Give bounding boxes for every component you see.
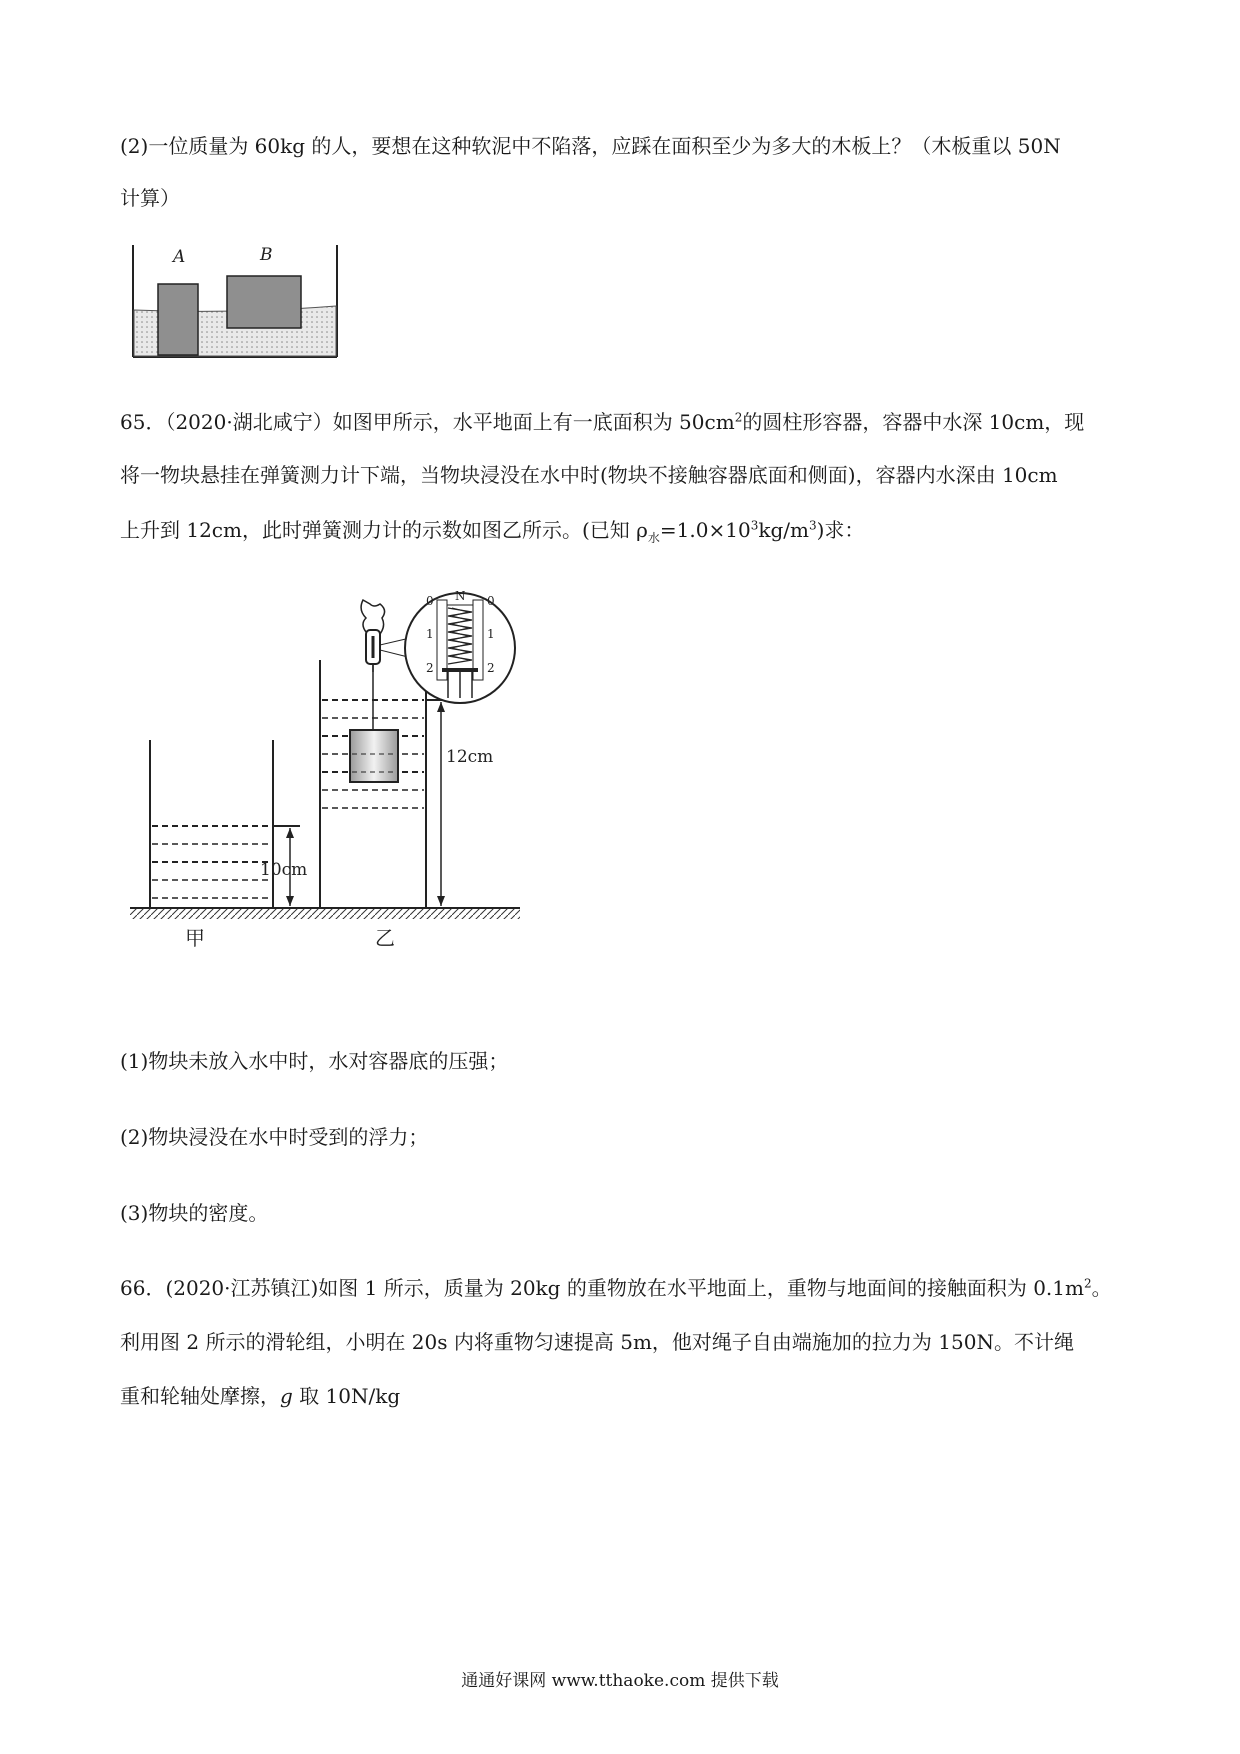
spring-balance-figure (130, 589, 530, 970)
q65-sub1: (1)物块未放入水中时，水对容器底的压强； (120, 1049, 509, 1073)
q64-part2-line1: (2)一位质量为 60kg 的人，要想在这种软泥中不陷落，应踩在面积至少为多大的木板上？（木板重以 50N (120, 134, 1061, 158)
q65-line2: 将一物块悬挂在弹簧测力计下端，当物块浸没在水中时(物块不接触容器底面和侧面)，容器内水深由 10cm (120, 463, 1058, 487)
label-a: A (173, 247, 186, 267)
depth-dimension-right (426, 700, 458, 906)
q65-sub3: (3)物块的密度。 (120, 1201, 269, 1225)
scale-tick-0-left: 0 (426, 594, 434, 608)
scale-tick-1-right: 1 (487, 627, 495, 641)
label-yi: 乙 (375, 926, 395, 950)
label-jia: 甲 (185, 926, 205, 950)
q65-line3: 上升到 12cm，此时弹簧测力计的示数如图乙所示。(已知 $\rho_水=1.0\times 10^3kg/m^3$)求： (120, 518, 865, 545)
hand-icon (361, 600, 384, 634)
scale-tick-2-left: 2 (426, 661, 434, 675)
block-b (227, 276, 301, 328)
q65-line1: 65．（2020·湖北咸宁）如图甲所示，水平地面上有一底面积为 $50cm^2$的圆柱形容器，容器中水深 10cm，现 (120, 410, 1085, 434)
depth-label-12cm: 12cm (446, 747, 494, 767)
block-a (158, 284, 198, 355)
q64-part2-line2: 计算） (120, 186, 180, 210)
container-jia (150, 740, 273, 908)
q65-sub2: (2)物块浸没在水中时受到的浮力； (120, 1125, 429, 1149)
label-b: B (260, 245, 273, 265)
scale-tick-1-left: 1 (426, 627, 434, 641)
mud-figure (125, 240, 345, 365)
q66-line1: 66．(2020·江苏镇江)如图 1 所示，质量为 20kg 的重物放在水平地面上，重物与地面间的接触面积为 $0.1m^2$。 (120, 1276, 1112, 1300)
q66-line3: 重和轮轴处摩擦，g 取 10N/kg (120, 1384, 401, 1408)
page-footer: 通通好课网 www.tthaoke.com 提供下载 (461, 1671, 779, 1691)
q66-line2: 利用图 2 所示的滑轮组，小明在 20s 内将重物匀速提高 5m，他对绳子自由端施加的拉力为 150N。不计绳 (120, 1330, 1074, 1354)
scale-tick-2-right: 2 (487, 661, 495, 675)
ground (130, 908, 520, 919)
submerged-block (350, 730, 398, 782)
depth-label-10cm: 10cm (260, 860, 308, 880)
scale-unit-label: N (455, 589, 466, 603)
scale-tick-0-right: 0 (487, 594, 495, 608)
spring-scale-magnified (405, 589, 515, 703)
